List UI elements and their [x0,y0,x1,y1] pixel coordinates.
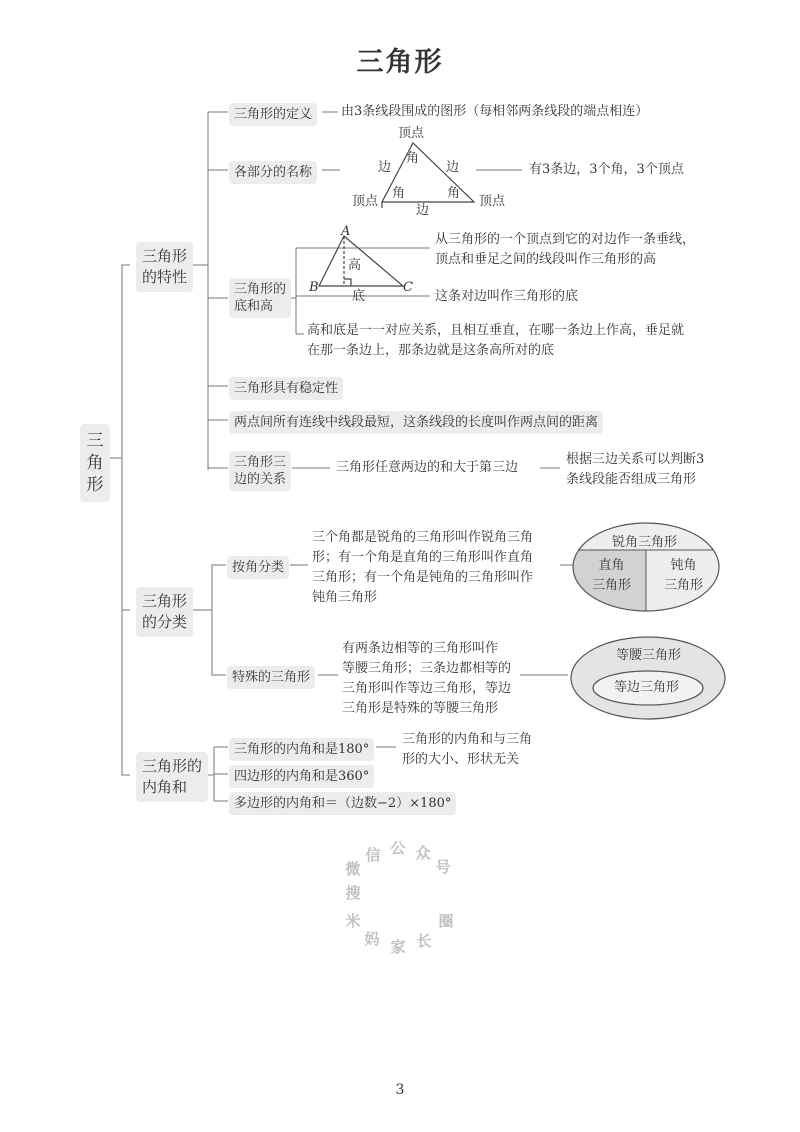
svg-text:家: 家 [390,938,406,956]
svg-text:公: 公 [390,839,406,857]
quadrilateral-angle-sum: 四边形的内角和是360° [229,765,374,788]
definition-text: 由3条线段围成的图形（每相邻两条线段的端点相连） [341,104,649,119]
special-node: 特殊的三角形 [227,666,315,689]
vertex-a-label: A [341,224,351,239]
label-bottom-side: 边 [416,203,430,218]
svg-text:微: 微 [345,860,361,878]
base-height-note: 高和底是一一对应关系，且相互垂直，在哪一条边上作高，垂足就 在那一条边上，那条边就是这条高所对的底 [307,323,685,358]
base-height-label-2: 底和高 [234,299,274,314]
label-right-vertex: 顶点 [479,194,506,209]
triangle-angle-sum: 三角形的内角和是180° [229,738,374,761]
side-relation-node [229,451,291,491]
isosceles-label: 等腰三角形 [616,648,682,663]
base-label: 底 [352,289,366,304]
parts-node: 各部分的名称 [229,161,317,184]
equilateral-label: 等边三角形 [614,680,680,695]
svg-text:号: 号 [435,858,451,876]
watermark-stamp [345,839,453,956]
classification-label-1: 三角形 [142,592,188,610]
vertex-b-label: B [309,280,319,295]
side-relation-rule: 三角形任意两边的和大于第三边 [336,460,519,475]
polygon-angle-sum: 多边形的内角和＝（边数−2）×180° [229,792,456,815]
root-node [80,424,110,502]
side-relation-label-1: 三角形三 [234,455,287,470]
acute-triangle-label: 锐角三角形 [612,535,678,550]
base-height-node [229,278,291,318]
base-definition: 这条对边叫作三角形的底 [435,289,579,304]
definition-node: 三角形的定义 [229,103,317,126]
features-label-1: 三角形 [142,247,188,265]
classification-node [136,587,193,637]
svg-text:搜: 搜 [345,884,361,902]
classification-label-2: 的分类 [142,613,188,631]
obtuse-triangle-label: 钝角 三角形 [664,558,704,593]
by-angle-text: 三个角都是锐角的三角形叫作锐角三角 形；有一个角是直角的三角形叫作直角 三角形；有一个角是钝角的三角形叫作 钝角三角形 [312,530,534,605]
svg-text:长: 长 [416,932,432,950]
height-definition: 从三角形的一个顶点到它的对边作一条垂线， 顶点和垂足之间的线段叫作三角形的高 [435,232,696,267]
label-top-vertex: 顶点 [398,126,425,141]
svg-text:米: 米 [345,912,361,930]
base-height-label-1: 三角形的 [234,282,287,297]
label-top-angle: 角 [406,151,420,166]
svg-text:信: 信 [365,846,381,864]
height-label: 高 [348,258,362,273]
root-label: 三 角 形 [86,431,104,495]
features-label-2: 的特性 [142,268,188,286]
svg-text:众: 众 [415,844,431,862]
parts-text: 有3条边，3个角，3个顶点 [529,162,684,177]
features-node [136,242,193,292]
angle-sum-label-2: 内角和 [142,778,188,796]
triangle-angle-sum-note: 三角形的内角和与三角 形的大小、形状无关 [402,732,533,767]
label-right-side: 边 [446,160,460,175]
page-title: 三角形 [356,47,444,78]
page-number: 3 [395,1082,405,1098]
label-left-angle: 角 [392,186,406,201]
svg-text:妈: 妈 [364,930,380,948]
special-text: 有两条边相等的三角形叫作 等腰三角形；三条边都相等的 三角形叫作等边三角形，等边 三角形是特殊的等腰三角形 [342,641,512,716]
svg-text:圈: 圈 [438,912,454,930]
label-left-vertex: 顶点 [352,194,379,209]
angle-sum-label-1: 三角形的 [142,757,203,775]
distance-node: 两点间所有连线中线段最短，这条线段的长度叫作两点间的距离 [229,411,603,434]
side-relation-use: 根据三边关系可以判断3 条线段能否组成三角形 [566,452,705,487]
vertex-c-label: C [403,280,413,295]
angle-sum-node [136,752,208,802]
by-angle-node: 按角分类 [227,556,289,579]
label-left-side: 边 [378,160,392,175]
right-triangle-label: 直角 三角形 [592,558,632,593]
stability-node: 三角形具有稳定性 [229,377,343,400]
label-right-angle: 角 [447,186,461,201]
side-relation-label-2: 边的关系 [234,472,287,487]
